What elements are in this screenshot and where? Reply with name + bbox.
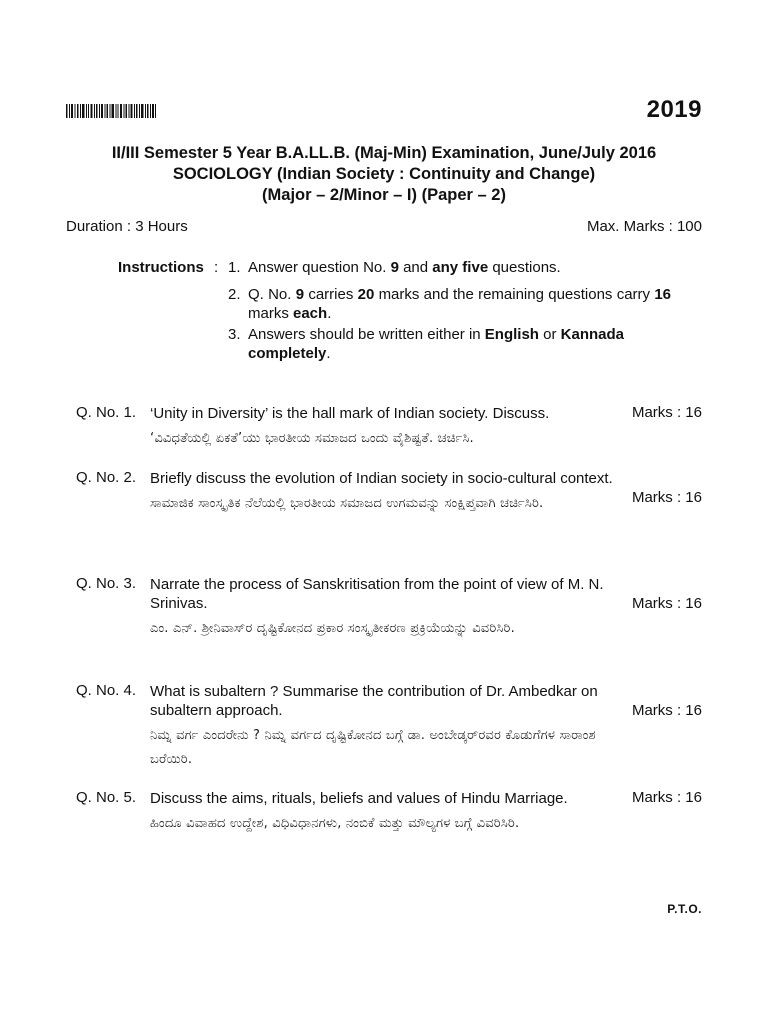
question-text-kannada: ಹಿಂದೂ ವಿವಾಹದ ಉದ್ದೇಶ, ವಿಧಿವಿಧಾನಗಳು, ನಂಬಿಕೆ ಮತ್ತು ಮೌಲ್ಯಗಳ ಬಗ್ಗೆ ವಿವರಿಸಿರಿ. xyxy=(150,816,520,831)
question-body xyxy=(150,682,614,772)
instruction-text: Answer question No. 9 and any five questions. xyxy=(248,259,561,276)
question-label: Q. No. 1. xyxy=(76,404,137,421)
question-marks: Marks : 16 xyxy=(631,595,702,612)
title-line-1: II/III Semester 5 Year B.A.LL.B. (Maj-Min) Examination, June/July 2016 xyxy=(111,144,657,162)
instructions-colon: : xyxy=(214,259,219,276)
instructions-heading: Instructions xyxy=(118,259,204,276)
question-text-kannada: ಎಂ. ಎನ್. ಶ್ರೀನಿವಾಸ್‌ರ ದೃಷ್ಟಿಕೋನದ ಪ್ರಕಾರ ಸಂಸ್ಕೃತೀಕರಣ ಪ್ರಕ್ರಿಯೆಯನ್ನು ವಿವರಿಸಿರಿ. xyxy=(150,621,515,636)
question-marks: Marks : 16 xyxy=(631,789,702,806)
instruction-item-3 xyxy=(228,325,671,363)
question-text-kannada: ಸಾಮಾಜಿಕ ಸಾಂಸ್ಕೃತಿಕ ನೆಲೆಯಲ್ಲಿ ಭಾರತೀಯ ಸಮಾಜದ ಉಗಮವನ್ನು ಸಂಕ್ಷಿಪ್ತವಾಗಿ ಚರ್ಚಿಸಿರಿ. xyxy=(150,496,544,511)
question-marks: Marks : 16 xyxy=(631,404,702,421)
question-text-kannada: ‘ವಿವಿಧತೆಯಲ್ಲಿ ಏಕತೆ’ಯು ಭಾರತೀಯ ಸಮಾಜದ ಒಂದು ವೈಶಿಷ್ಟತೆ. ಚರ್ಚಿಸಿ. xyxy=(150,431,474,446)
year-code: 2019 xyxy=(646,96,702,123)
question-text: What is subaltern ? Summarise the contribution of Dr. Ambedkar on subaltern approach. xyxy=(150,683,598,719)
question-body xyxy=(150,404,614,451)
max-marks-text: Max. Marks : 100 xyxy=(586,218,702,235)
question-text: Briefly discuss the evolution of Indian society in socio-cultural context. xyxy=(150,470,613,487)
question-1 xyxy=(66,404,702,451)
question-2 xyxy=(66,469,702,516)
question-text: Narrate the process of Sanskritisation from the point of view of M. N. Srinivas. xyxy=(150,576,604,612)
question-body xyxy=(150,469,614,516)
barcode-image xyxy=(66,104,156,118)
question-text: ‘Unity in Diversity’ is the hall mark of Indian society. Discuss. xyxy=(150,405,550,422)
exam-title xyxy=(66,143,702,206)
question-label: Q. No. 2. xyxy=(76,469,137,486)
instruction-number: 2. xyxy=(228,286,241,303)
instruction-text: Q. No. 9 carries 20 marks and the remaining questions carry 16 marks each. xyxy=(248,286,671,322)
instruction-number: 1. xyxy=(228,259,241,276)
question-body xyxy=(150,789,614,836)
question-text: Discuss the aims, rituals, beliefs and values of Hindu Marriage. xyxy=(150,790,568,807)
question-4 xyxy=(66,682,702,772)
instruction-text: Answers should be written either in English or Kannada completely. xyxy=(248,326,625,362)
instruction-item-2 xyxy=(228,285,671,323)
instruction-number: 3. xyxy=(228,326,241,343)
question-5 xyxy=(66,789,702,836)
question-marks: Marks : 16 xyxy=(631,702,702,719)
pto-label: P.T.O. xyxy=(667,902,702,916)
question-marks: Marks : 16 xyxy=(631,489,702,506)
barcode-graphic xyxy=(66,104,156,118)
instruction-item-1 xyxy=(228,258,671,277)
question-label: Q. No. 3. xyxy=(76,575,137,592)
title-line-3: (Major – 2/Minor – I) (Paper – 2) xyxy=(262,186,506,204)
exam-meta xyxy=(66,218,702,235)
question-3 xyxy=(66,575,702,641)
question-label: Q. No. 4. xyxy=(76,682,137,699)
title-line-2: SOCIOLOGY (Indian Society : Continuity and Change) xyxy=(172,165,596,183)
duration-text: Duration : 3 Hours xyxy=(66,218,188,235)
question-body xyxy=(150,575,614,641)
question-label: Q. No. 5. xyxy=(76,789,137,806)
question-text-kannada: ನಿಮ್ನ ವರ್ಗ ಎಂದರೇನು ? ನಿಮ್ನ ವರ್ಗದ ದೃಷ್ಟಿಕೋನದ ಬಗ್ಗೆ ಡಾ. ಅಂಬೇಡ್ಕರ್‌ರವರ ಕೊಡುಗೆಗಳ ಸಾರಾಂಶ ಬರೆಯಿರಿ. xyxy=(150,728,596,767)
